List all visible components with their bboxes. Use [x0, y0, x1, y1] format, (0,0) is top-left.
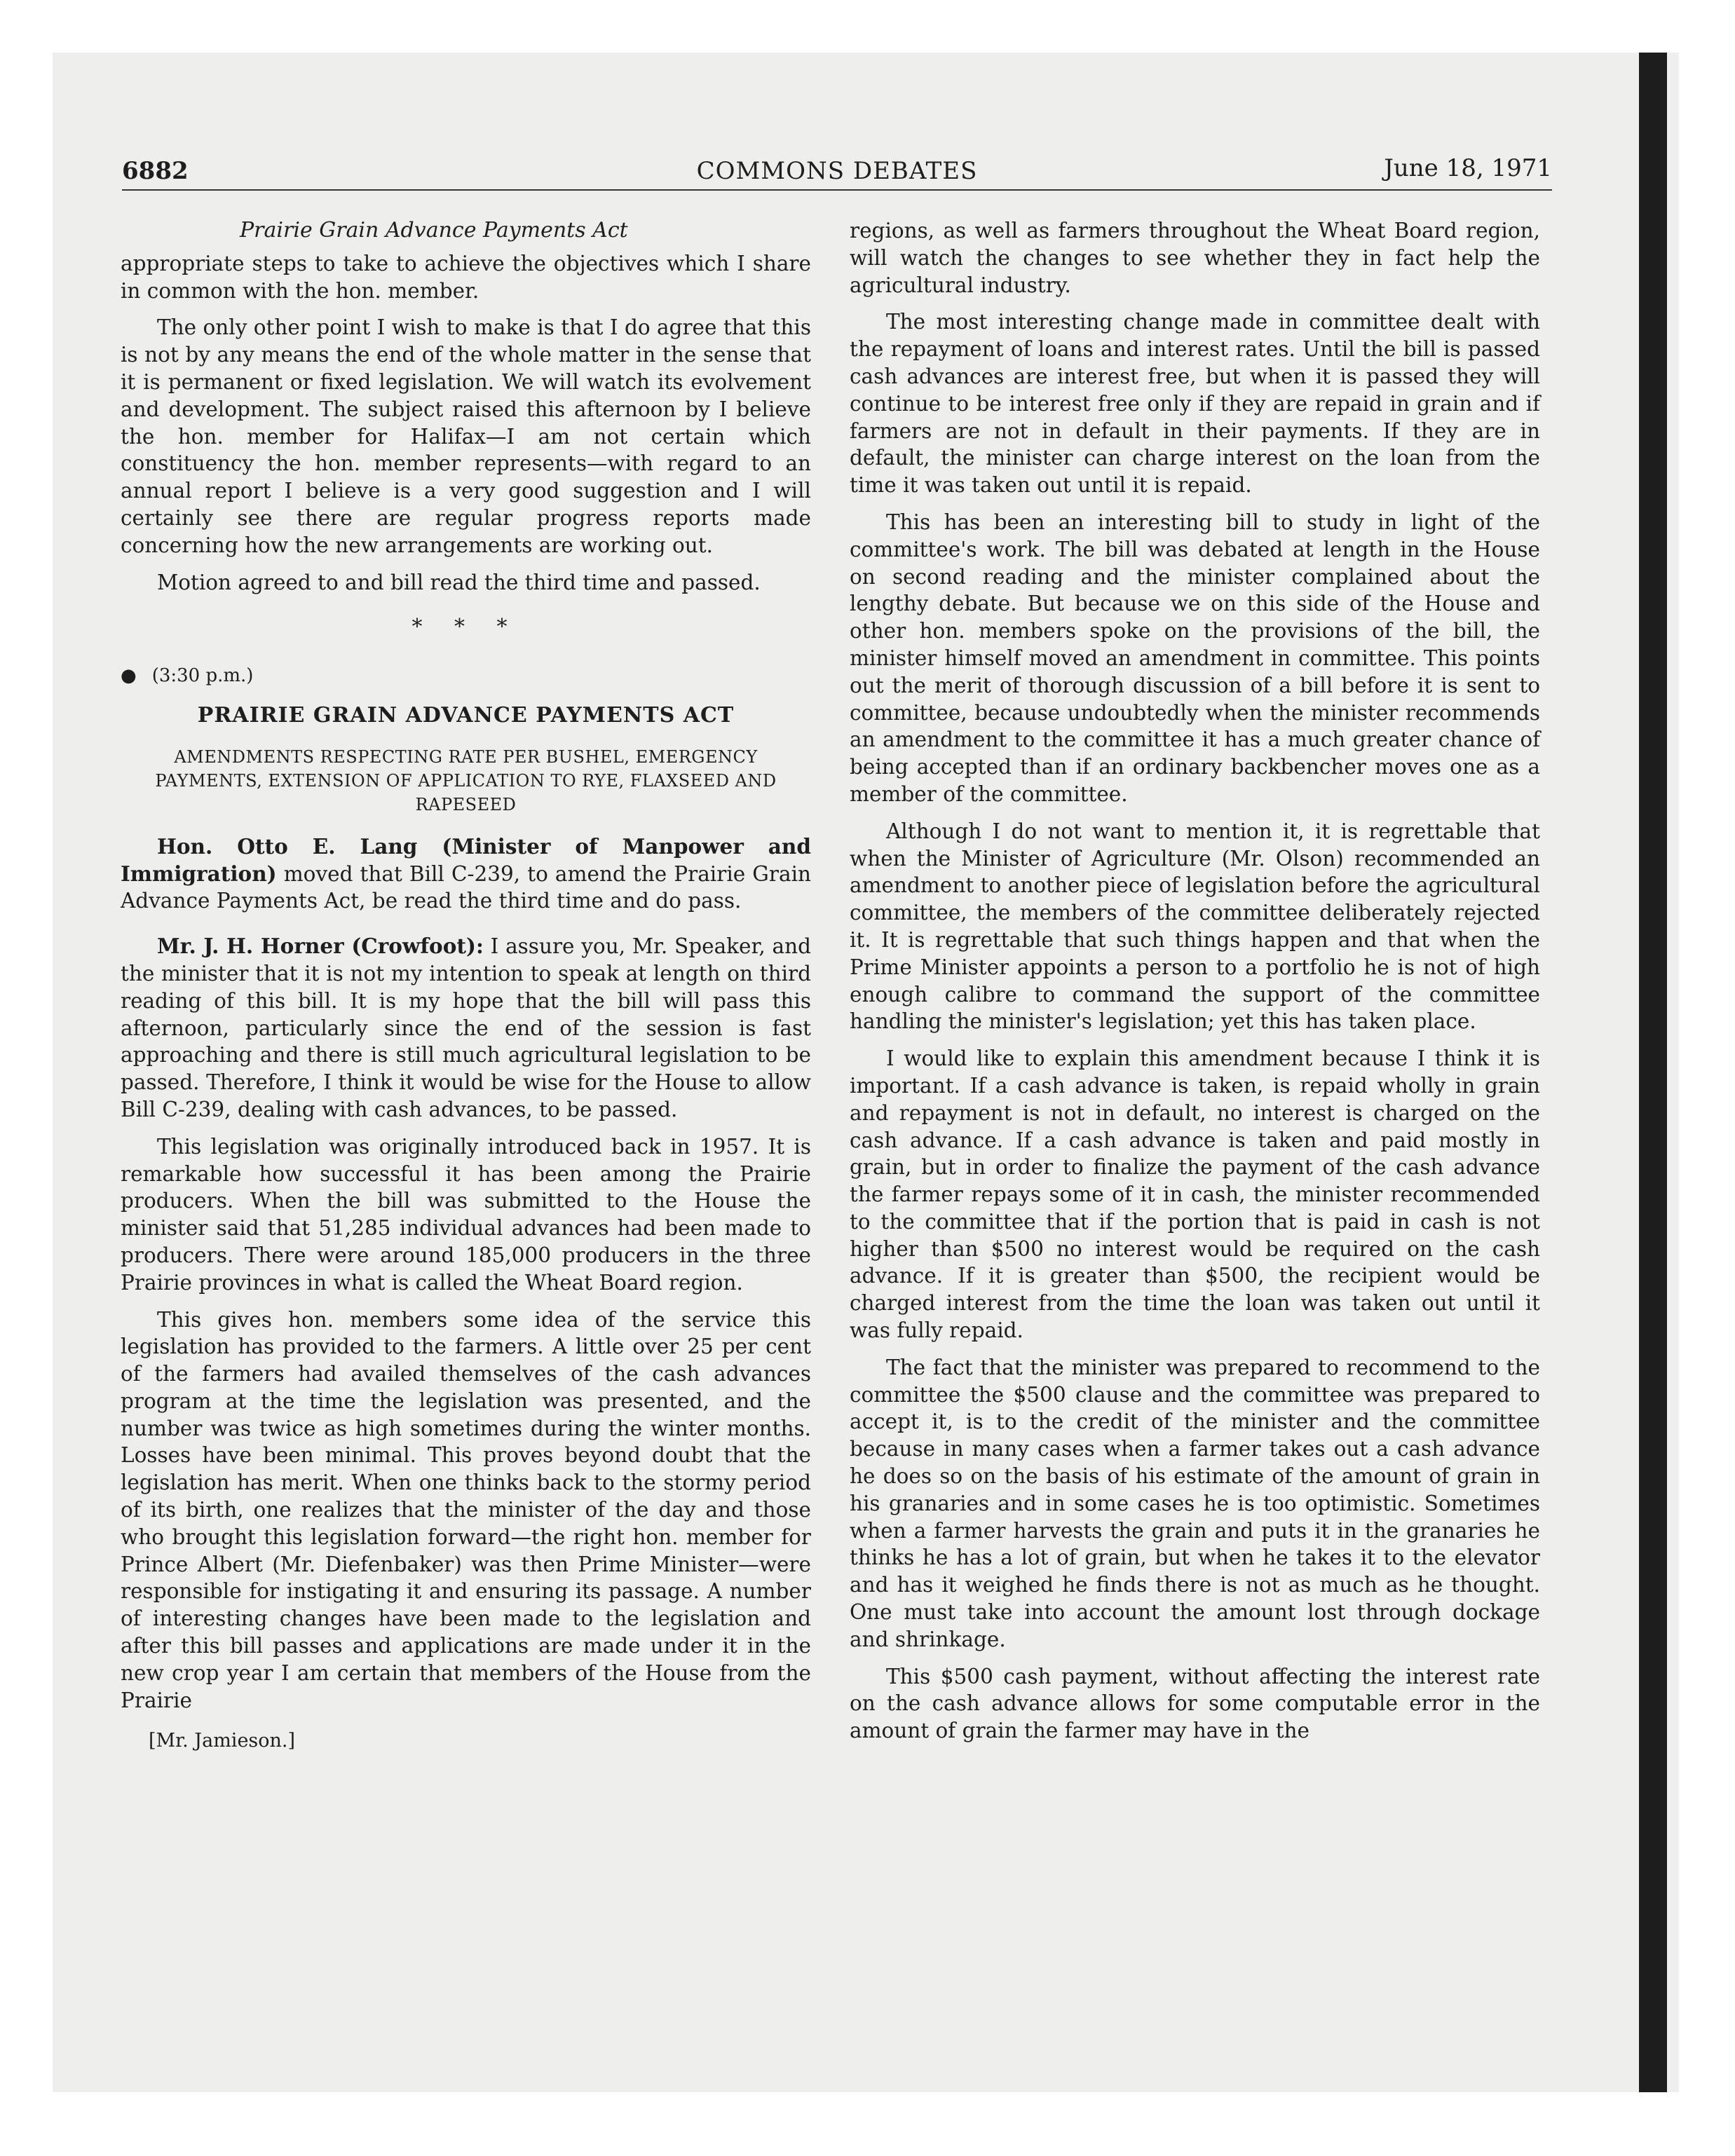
paragraph: Although I do not want to mention it, it is regrettable that when the Minister of Agriculture (Mr. Olson) recommended an amendment to another piece of legislation before the agricultural committee, the members of the committee deliberately rejected it. It is regrettable that such things happen and that when the Prime Minister appoints a person to a portfolio he is not of high enough calibre to command the support of the committee handling the minister's legislation; yet this has taken place. [850, 819, 1540, 1034]
right-column [850, 217, 1540, 1754]
scan-edge-shadow [1639, 53, 1667, 2092]
paragraph: I would like to explain this amendment because I think it is important. If a cash advance is taken, is repaid wholly in grain and repayment is not in default, no interest is charged on the cash advance. If a cash advance is taken and paid mostly in grain, but in order to finalize the payment of the cash advance the farmer repays some of it in cash, the minister recommended to the committee that if the portion that is paid in cash is not higher than $500 no interest would be required on the cash advance. If it is greater than $500, the recipient would be charged interest from the time the loan was taken out until it was fully repaid. [850, 1046, 1540, 1343]
paragraph: The fact that the minister was prepared to recommend to the committee the $500 clause and the committee was prepared to accept it, is to the credit of the minister and the committee because in many cases when a farmer takes out a cash advance he does so on the basis of his estimate of the amount of grain in his granaries and in some cases he is too optimistic. Sometimes when a farmer harvests the grain and puts it in the granaries he thinks he has a lot of grain, but when he takes it to the elevator and has it weighed he finds there is not as much as he thought. One must take into account the amount lost through dockage and shrinkage. [850, 1355, 1540, 1651]
paragraph: This $500 cash payment, without affecting the interest rate on the cash advance allows for some computable error in the amount of grain the farmer may have in the [850, 1664, 1540, 1743]
speaker-name: Hon. Otto E. Lang (Minister of Manpower and Immigration) [121, 833, 811, 886]
bullet-icon: ● [121, 665, 137, 687]
time-stamp [121, 662, 811, 690]
section-heading: PRAIRIE GRAIN ADVANCE PAYMENTS ACT [197, 702, 735, 728]
publication-title: COMMONS DEBATES [696, 157, 978, 185]
page-header [122, 147, 1552, 191]
left-column [121, 217, 811, 1755]
paragraph: The most interesting change made in committee dealt with the repayment of loans and interest rates. Until the bill is passed cash advances are interest free, but when it is passed they will continue to be interest free only if they are repaid in grain and if farmers are not in default in their payments. If they are in default, the minister can charge interest on the loan from the time it was taken out until it is repaid. [850, 310, 1540, 498]
speaker-name: Mr. J. H. Horner (Crowfoot): [157, 934, 484, 959]
speech-text: moved that Bill C-239, to amend the Prairie Grain Advance Payments Act, be read the third time and do pass. [121, 861, 811, 913]
paragraph: appropriate steps to take to achieve the objectives which I share in common with the hon. member. [121, 251, 811, 303]
paragraph [121, 933, 811, 1124]
section-subheading: AMENDMENTS RESPECTING RATE PER BUSHEL, EMERGENCY PAYMENTS, EXTENSION OF APPLICATION TO RYE, FLAXSEED AND RAPESEED [155, 746, 777, 814]
page-number: 6882 [122, 157, 189, 185]
paragraph: This legislation was originally introduced back in 1957. It is remarkable how successful it has been among the Prairie producers. When the bill was submitted to the House the minister said that 51,285 individual advances had been made to producers. There were around 185,000 producers in the three Prairie provinces in what is called the Wheat Board region. [121, 1134, 811, 1295]
speaker-footer-tag: [Mr. Jamieson.] [149, 1730, 296, 1752]
paragraph: The only other point I wish to make is that I do agree that this is not by any means the end of the whole matter in the sense that it is permanent or fixed legislation. We will watch its evolvement and development. The subject raised this afternoon by I believe the hon. member for Halifax—I am not certain which constituency the hon. member represents—with regard to an annual report I believe is a very good suggestion and I will certainly see there are regular progress reports made concerning how the new arrangements are working out. [121, 315, 811, 557]
paragraph: regions, as well as farmers throughout the Wheat Board region, will watch the changes to see whether they in fact help the agricultural industry. [850, 219, 1540, 297]
paragraph: This gives hon. members some idea of the service this legislation has provided to the farmers. A little over 25 per cent of the farmers had availed themselves of the cash advances program at the time the legislation was presented, and the number was twice as high sometimes during the winter months. Losses have been minimal. This proves beyond doubt that the legislation has merit. When one thinks back to the stormy period of its birth, one realizes that the minister of the day and those who brought this legislation forward—the right hon. member for Prince Albert (Mr. Diefenbaker) was then Prime Minister—were responsible for instigating it and ensuring its passage. A number of interesting changes have been made to the legislation and after this bill passes and applications are made under it in the new crop year I am certain that members of the House from the Prairie [121, 1307, 811, 1712]
paragraph: This has been an interesting bill to study in light of the committee's work. The bill was debated at length in the House on second reading and the minister complained about the lengthy debate. But because we on this side of the House and other hon. members spoke on the provisions of the bill, the minister himself moved an amendment in committee. This points out the merit of thorough discussion of a bill before it is sent to committee, because undoubtedly when the minister recommends an amendment to the committee it has a much greater chance of being accepted than if an ordinary backbencher moves one as a member of the committee. [850, 510, 1540, 806]
paragraph [121, 833, 811, 915]
running-title: Prairie Grain Advance Payments Act [240, 218, 628, 243]
section-separator: * * * [411, 615, 520, 640]
page-date: June 18, 1971 [1384, 154, 1552, 182]
speech-text: I assure you, Mr. Speaker, and the minister that it is not my intention to speak at length on third reading of this bill. It is my hope that the bill will pass this afternoon, particularly since the end of the session is fast approaching and there is still much agricultural legislation to be passed. Therefore, I think it would be wise for the House to allow Bill C-239, dealing with cash advances, to be passed. [121, 934, 811, 1121]
time-text: (3:30 p.m.) [151, 665, 254, 687]
paragraph: Motion agreed to and bill read the third time and passed. [157, 570, 761, 594]
